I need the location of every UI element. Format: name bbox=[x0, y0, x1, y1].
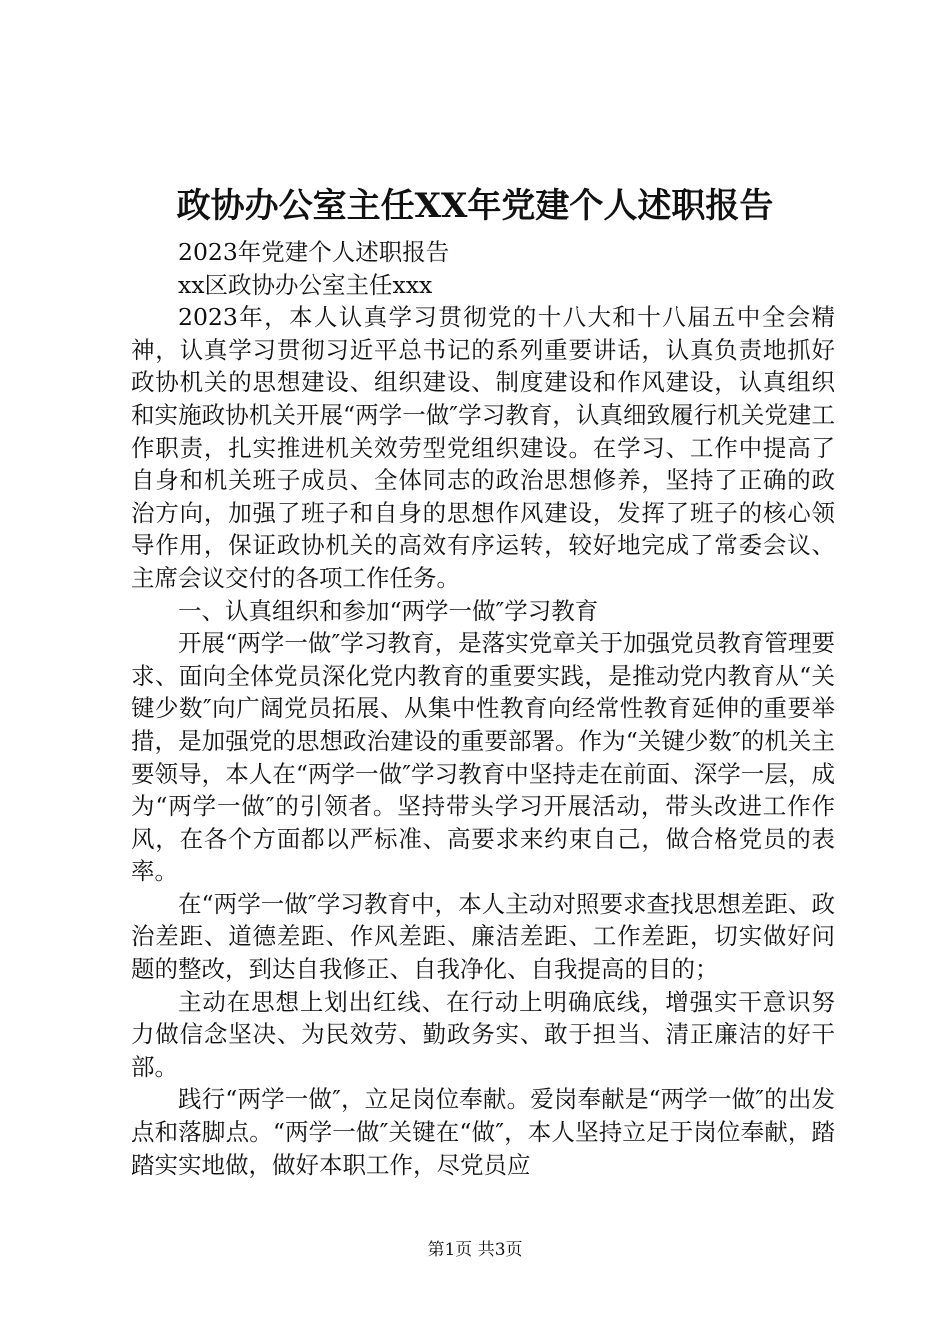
page-footer: 第1页 共3页 bbox=[427, 1240, 523, 1260]
section-heading-1: 一、认真组织和参加“两学一做″学习教育 bbox=[178, 596, 599, 625]
document-title: 政协办公室主任XX年党建个人述职报告 bbox=[176, 186, 774, 226]
paragraph-2: 在“两学一做″学习教育中，本人主动对照要求查找思想差距、政治差距、道德差距、作风差距、廉洁差距、工作差距，切实做好问题的整改，到达自我修正、自我净化、自我提高的目的； bbox=[131, 889, 835, 984]
paragraph-4: 践行“两学一做″，立足岗位奉献。爱岗奉献是“两学一做″的出发点和落脚点。“两学一做″关键在“做″，本人坚持立足于岗位奉献，踏踏实实地做，做好本职工作，尽党员应 bbox=[131, 1085, 835, 1179]
paragraph-intro: 2023年，本人认真学习贯彻党的十八大和十八届五中全会精神，认真学习贯彻习近平总书记的系列重要讲话，认真负责地抓好政协机关的思想建设、组织建设、制度建设和作风建设，认真组织和实施政协机关开展“两学一做″学习教育，认真细致履行机关党建工作职责，扎实推进机关效劳型党组织建设。在学习、工作中提高了自身和机关班子成员、全体同志的政治思想修养，坚持了正确的政治方向，加强了班子和自身的思想作风建设，发挥了班子的核心领导作用，保证政协机关的高效有序运转，较好地完成了常委会议、主席会议交付的各项工作任务。 bbox=[131, 303, 835, 592]
report-subtitle: 2023年党建个人述职报告 bbox=[178, 238, 450, 266]
document-body bbox=[131, 236, 835, 1181]
author-line: xx区政协办公室主任xxx bbox=[178, 270, 433, 299]
paragraph-1: 开展“两学一做″学习教育，是落实党章关于加强党员教育管理要求、面向全体党员深化党内教育的重要实践，是推动党内教育从“关键少数″向广阔党员拓展、从集中性教育向经常性教育延伸的重要举措，是加强党的思想政治建设的重要部署。作为“关键少数″的机关主要领导，本人在“两学一做″学习教育中坚持走在前面、深学一层，成为“两学一做″的引领者。坚持带头学习开展活动，带头改进工作作风，在各个方面都以严标准、高要求来约束自己，做合格党员的表率。 bbox=[131, 629, 835, 886]
paragraph-3: 主动在思想上划出红线、在行动上明确底线，增强实干意识努力做信念坚决、为民效劳、勤政务实、敢于担当、清正廉洁的好干部。 bbox=[131, 987, 835, 1081]
